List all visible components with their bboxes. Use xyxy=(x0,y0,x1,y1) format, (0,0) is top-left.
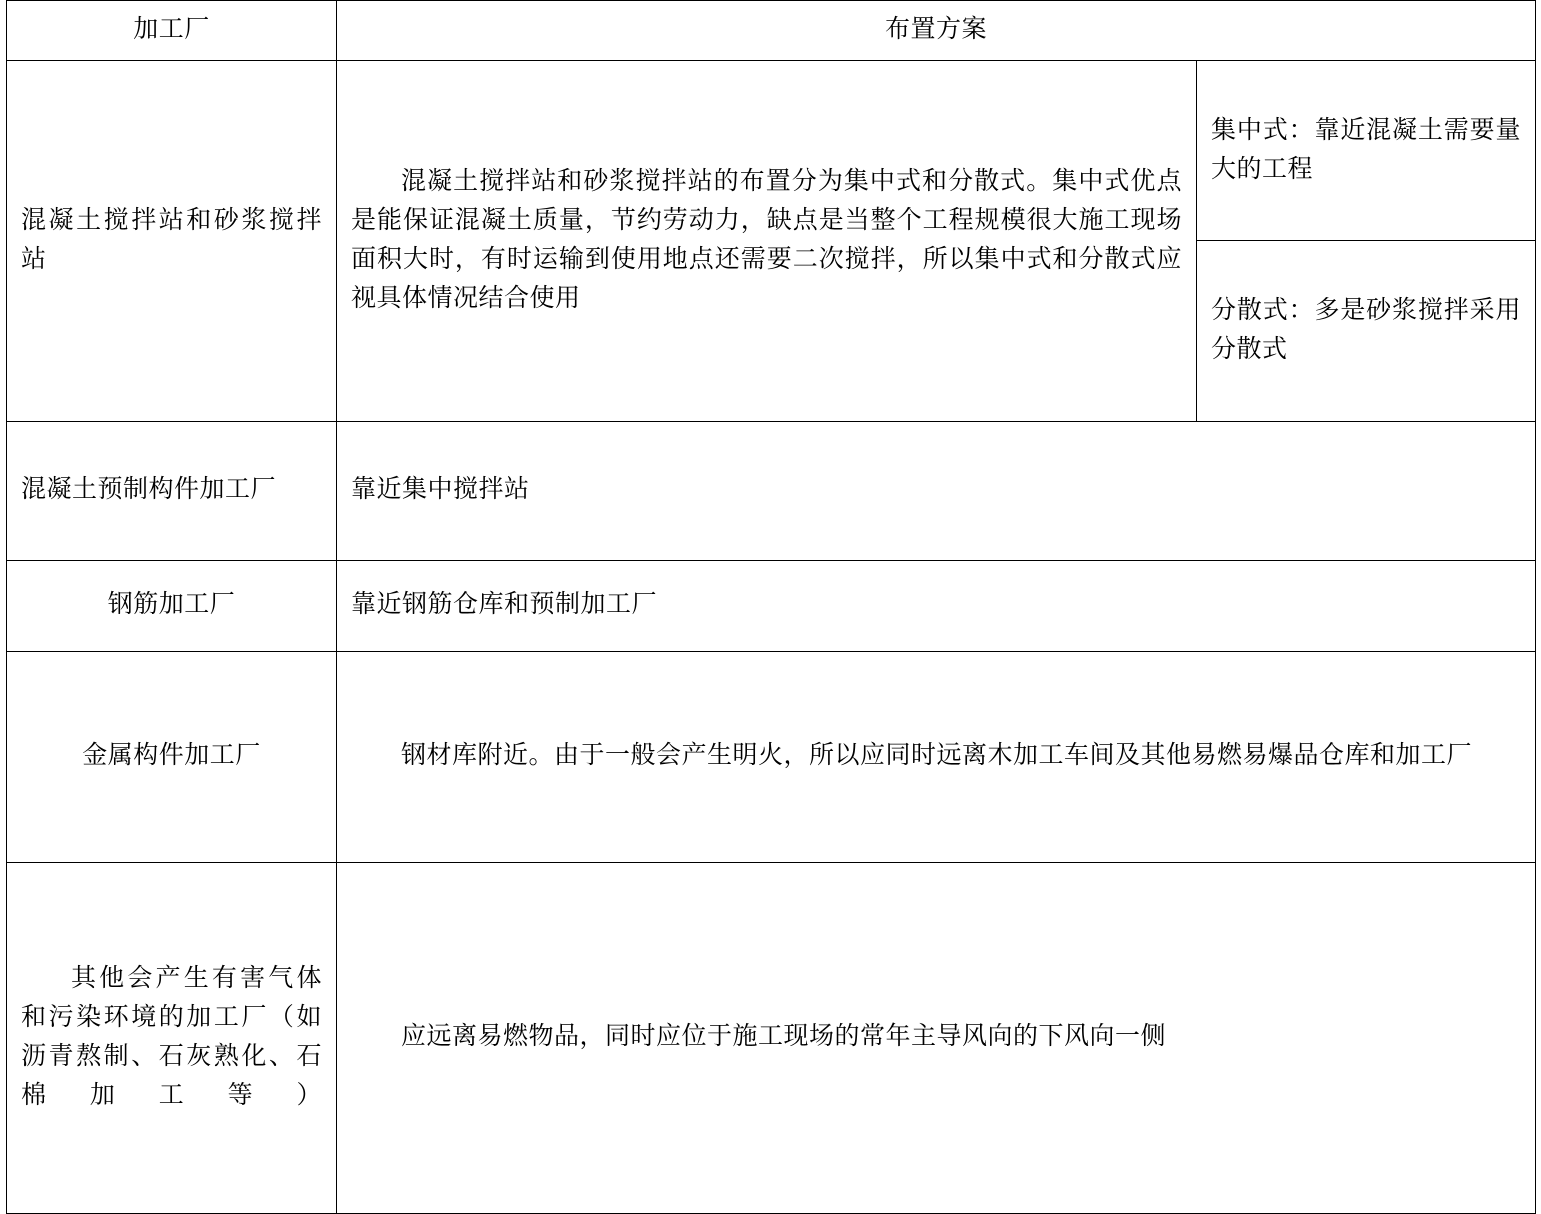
header-cell-plant: 加工厂 xyxy=(7,1,337,61)
table-row xyxy=(7,421,1536,560)
row-note-centralized: 集中式：靠近混凝土需要量大的工程 xyxy=(1197,60,1536,241)
row-category-precast-plant: 混凝土预制构件加工厂 xyxy=(7,421,337,560)
row-scheme-metal-plant: 钢材库附近。由于一般会产生明火，所以应同时远离木加工车间及其他易燃易爆品仓库和加工厂 xyxy=(337,651,1536,862)
table-header-row xyxy=(7,1,1536,61)
header-cell-scheme: 布置方案 xyxy=(337,1,1536,61)
row-scheme-rebar-plant: 靠近钢筋仓库和预制加工厂 xyxy=(337,560,1536,651)
row-scheme-precast-plant: 靠近集中搅拌站 xyxy=(337,421,1536,560)
table-row xyxy=(7,560,1536,651)
table-row xyxy=(7,862,1536,1213)
row-scheme-mixing-station: 混凝土搅拌站和砂浆搅拌站的布置分为集中式和分散式。集中式优点是能保证混凝土质量，节约劳动力，缺点是当整个工程规模很大施工现场面积大时，有时运输到使用地点还需要二次搅拌，所以集中式和分散式应视具体情况结合使用 xyxy=(337,60,1197,421)
row-note-distributed: 分散式：多是砂浆搅拌采用分散式 xyxy=(1197,241,1536,422)
row-category-rebar-plant: 钢筋加工厂 xyxy=(7,560,337,651)
table-row xyxy=(7,651,1536,862)
processing-plant-layout-table xyxy=(6,0,1536,1214)
row-category-other-plant: 其他会产生有害气体和污染环境的加工厂（如沥青熬制、石灰熟化、石棉加工等） xyxy=(7,862,337,1213)
row-category-metal-plant: 金属构件加工厂 xyxy=(7,651,337,862)
table-row xyxy=(7,60,1536,241)
row-category-mixing-station: 混凝土搅拌站和砂浆搅拌站 xyxy=(7,60,337,421)
row-scheme-other-plant: 应远离易燃物品，同时应位于施工现场的常年主导风向的下风向一侧 xyxy=(337,862,1536,1213)
